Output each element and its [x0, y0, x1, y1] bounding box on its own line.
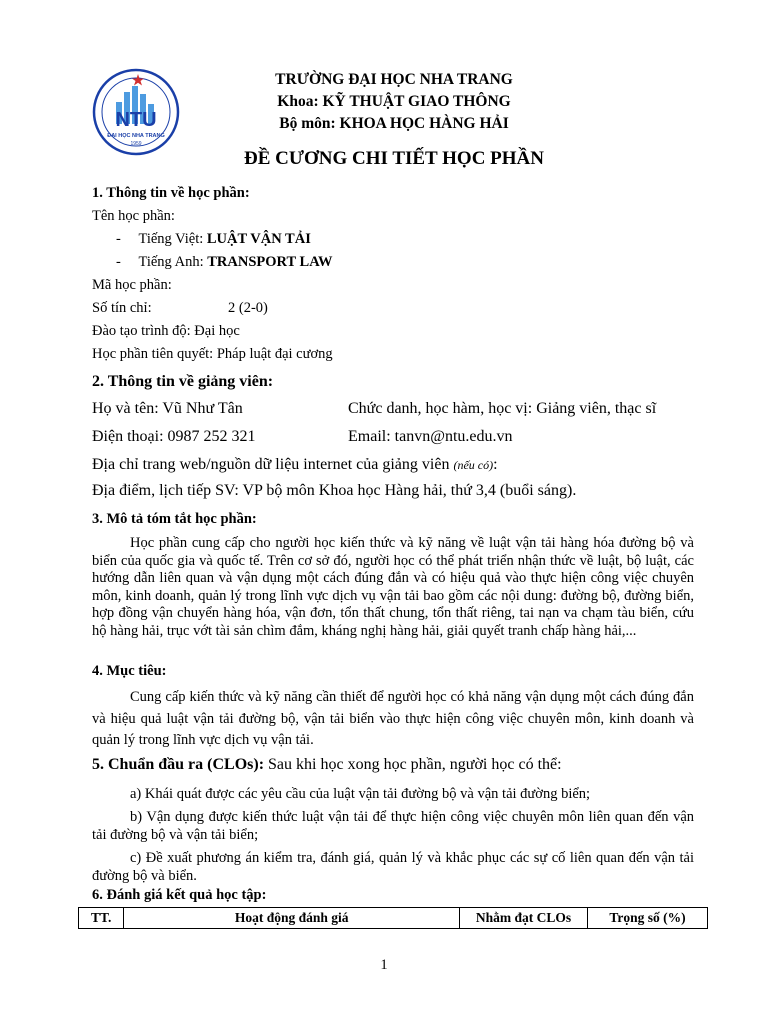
- course-code-label: Mã học phần:: [92, 277, 172, 293]
- clo-c: c) Đề xuất phương án kiểm tra, đánh giá, quản lý và khắc phục các sự cố liên quan đến vận tải đường bộ và biển.: [92, 850, 694, 884]
- clo-a: a) Khái quát được các yêu cầu của luật vận tải đường bộ và vận tải đường biển;: [130, 786, 591, 802]
- section-5-row: [92, 756, 562, 774]
- credits-value: 2 (2-0): [228, 300, 268, 316]
- col-header-tt: TT.: [79, 908, 124, 929]
- section-5-intro: Sau khi học xong học phần, người học có thể:: [264, 756, 562, 773]
- training-level: Đào tạo trình độ: Đại học: [92, 323, 240, 339]
- lecturer-web-note: (nếu có): [453, 458, 494, 472]
- department-name: Bộ môn: KHOA HỌC HÀNG HẢI: [279, 115, 509, 132]
- lecturer-email: Email: tanvn@ntu.edu.vn: [348, 428, 513, 445]
- clo-b: b) Vận dụng được kiến thức luật vận tải để thực hiện công việc chuyên môn liên quan đến vận tải đường bộ và vận tải biển;: [92, 809, 694, 843]
- lecturer-phone: Điện thoại: 0987 252 321: [92, 428, 256, 445]
- page-number: 1: [380, 957, 388, 973]
- lecturer-web-label: Địa chỉ trang web/nguồn dữ liệu internet của giảng viên: [92, 456, 454, 473]
- prerequisite: Học phần tiên quyết: Pháp luật đại cương: [92, 346, 333, 362]
- meeting-schedule: Địa điểm, lịch tiếp SV: VP bộ môn Khoa học Hàng hải, thứ 3,4 (buổi sáng).: [92, 482, 577, 499]
- university-name: TRƯỜNG ĐẠI HỌC NHA TRANG: [275, 71, 513, 88]
- course-description: Học phần cung cấp cho người học kiến thức và kỹ năng về luật vận tải hàng hóa đường bộ và biển của quốc gia và quốc tế. Trên cơ sở đó, người học có thể phát triển nhận thức về luật, bộ luật, các hướng dẫn liên quan và vận dụng một cách đúng đắn và có hiệu quả vào thực hiện công việc chuyên môn, kinh doanh, quản lý trong lĩnh vực dịch vụ vận tải bao gồm các nội dung: đường bộ, đường biển, hợp đồng vận chuyển hàng hóa, vận đơn, tổn thất chung, tổn thất riêng, tai nạn va chạm tàu biển, cứu hộ hàng hải, trục vớt tài sản chìm đắm, kháng nghị hàng hải, giải quyết tranh chấp hàng hải,...: [92, 535, 694, 639]
- vn-name-value: LUẬT VẬN TẢI: [206, 231, 311, 247]
- logo-ring-text: ĐẠI HỌC NHA TRANG: [107, 133, 165, 139]
- col-header-clos: Nhằm đạt CLOs: [460, 908, 588, 929]
- table-header-row: [79, 908, 708, 929]
- document-title: ĐỀ CƯƠNG CHI TIẾT HỌC PHẦN: [244, 148, 544, 169]
- section-2-heading: 2. Thông tin về giảng viên:: [92, 373, 274, 390]
- en-name-label: Tiếng Anh:: [138, 254, 208, 270]
- section-4-heading: 4. Mục tiêu:: [92, 663, 167, 679]
- lecturer-web-colon: :: [493, 456, 498, 473]
- bullet-dash: -: [116, 231, 121, 247]
- logo-text: NTU: [115, 109, 157, 131]
- vn-name-row: [116, 231, 311, 248]
- section-1-heading: 1. Thông tin về học phần:: [92, 185, 250, 201]
- section-3-heading: 3. Mô tả tóm tắt học phần:: [92, 511, 257, 527]
- university-logo: [92, 68, 180, 156]
- col-header-weight: Trọng số (%): [588, 908, 708, 929]
- col-header-activity: Hoạt động đánh giá: [124, 908, 460, 929]
- section-5-heading: 5. Chuẩn đầu ra (CLOs):: [92, 756, 265, 773]
- en-name-value: TRANSPORT LAW: [207, 254, 333, 270]
- assessment-table: [78, 907, 708, 929]
- credits-label: Số tín chỉ:: [92, 300, 152, 316]
- course-objectives: Cung cấp kiến thức và kỹ năng cần thiết để người học có khả năng vận dụng một cách đúng đắn và hiệu quả luật vận tải đường bộ, vận tải biển vào thực hiện công việc chuyên môn, kinh doanh và quản lý trong lĩnh vực dịch vụ vận tải.: [92, 689, 694, 748]
- lecturer-web-row: [92, 456, 498, 474]
- lecturer-name: Họ và tên: Vũ Như Tân: [92, 400, 243, 417]
- vn-name-label: Tiếng Việt:: [138, 231, 207, 247]
- faculty-name: Khoa: KỸ THUẬT GIAO THÔNG: [277, 93, 511, 110]
- bullet-dash: -: [116, 254, 121, 270]
- en-name-row: [116, 254, 333, 271]
- section-6-heading: 6. Đánh giá kết quả học tập:: [92, 887, 267, 903]
- course-name-label: Tên học phần:: [92, 208, 175, 224]
- lecturer-title: Chức danh, học hàm, học vị: Giảng viên, thạc sĩ: [348, 400, 657, 417]
- logo-year: 1959: [130, 141, 142, 147]
